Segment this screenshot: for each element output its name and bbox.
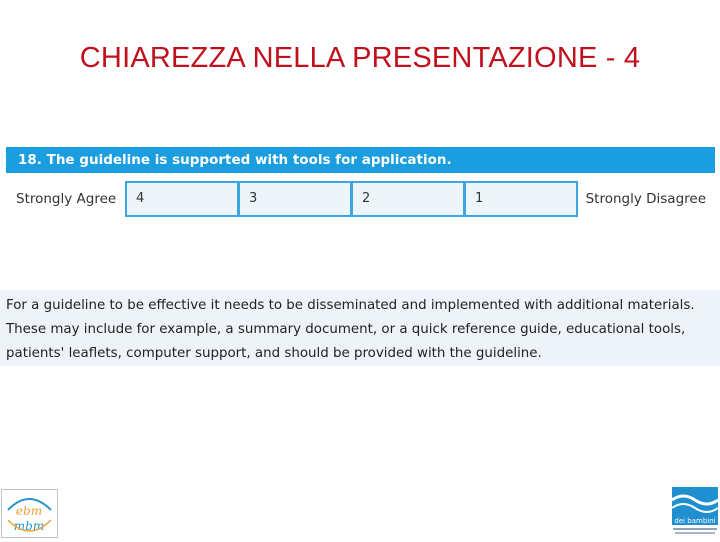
scale-left-label: Strongly Agree (16, 191, 117, 207)
explanation-line: For a guideline to be effective it needs to be disseminated and implemented with additional materials. (6, 298, 695, 313)
hospital-logo-icon (671, 486, 719, 538)
scale-option-1[interactable]: 1 (464, 181, 578, 217)
svg-text:dei bambini: dei bambini (674, 517, 716, 525)
svg-text:mbm: mbm (13, 519, 45, 533)
question-header: 18. The guideline is supported with tools for application. (6, 147, 715, 173)
scale-option-3[interactable]: 3 (238, 181, 352, 217)
ebm-logo (1, 489, 58, 538)
ebm-logo-icon (2, 490, 57, 537)
svg-text:ebm: ebm (15, 504, 43, 518)
hospital-logo (671, 486, 719, 538)
explanation-line: These may include for example, a summary document, or a quick reference guide, educational tools, (6, 322, 686, 337)
explanation-line: patients' leaflets, computer support, and should be provided with the guideline. (6, 346, 542, 361)
slide-title: CHIAREZZA NELLA PRESENTAZIONE - 4 (79, 42, 641, 74)
scale-option-4[interactable]: 4 (125, 181, 239, 217)
scale-right-label: Strongly Disagree (585, 191, 706, 207)
explanation-box (0, 290, 720, 366)
scale-option-2[interactable]: 2 (351, 181, 465, 217)
rating-scale (6, 180, 715, 218)
